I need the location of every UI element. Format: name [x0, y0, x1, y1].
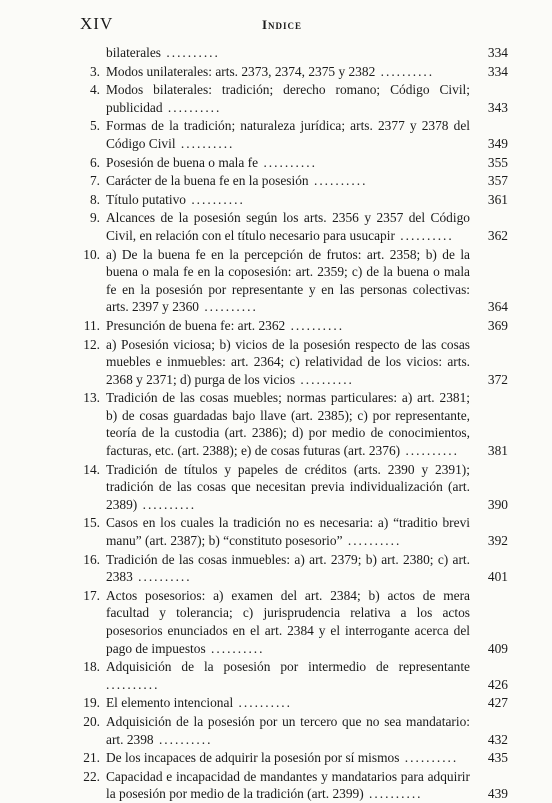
dot-leader: ..........: [132, 569, 192, 585]
entry-page: 381: [487, 443, 508, 459]
dot-leader: ..........: [308, 173, 368, 189]
entry-title: Alcances de la posesión según los arts. 2356 y 2357 del Código Civil, en relación con el título necesario para usucapir: [106, 210, 470, 243]
entry-title: Tradición de las cosas inmuebles: a) art. 2379; b) art. 2380; c) art. 2383: [106, 551, 470, 585]
entry-number: 20.: [83, 713, 100, 729]
entry-title: Adquisición de la posesión por intermedio de representante: [106, 659, 470, 675]
entry-number: 19.: [83, 695, 100, 711]
dot-leader: ..........: [363, 786, 423, 802]
entry-title: Casos en los cuales la tradición no es necesaria: a) “traditio brevi manu” (art. 2387); b) “constituto posesorio”: [106, 515, 470, 549]
entry-page: 427: [487, 695, 508, 711]
toc-entry: [80, 694, 508, 712]
toc-entry: [80, 514, 508, 549]
page-header: [80, 14, 512, 36]
dot-leader: ..........: [295, 371, 354, 387]
toc-entry: [80, 191, 508, 209]
entry-title: Modos unilaterales: arts. 2373, 2374, 2375 y 2382: [106, 63, 376, 79]
entry-page: 409: [487, 640, 508, 656]
dot-leader: ..........: [342, 533, 402, 549]
dot-leader: ..........: [137, 496, 197, 512]
toc-entry: [80, 209, 508, 244]
entry-number: 18.: [83, 659, 100, 675]
toc-entry: [80, 461, 508, 514]
entry-page: 392: [487, 533, 508, 549]
entry-number: 9.: [89, 210, 100, 226]
entry-number: 8.: [89, 191, 100, 207]
dot-leader: ..........: [258, 154, 317, 170]
entry-title: El elemento intencional: [106, 695, 234, 711]
entry-number: 12.: [83, 336, 100, 352]
toc-entry: [80, 81, 508, 116]
entry-number: 6.: [89, 154, 100, 170]
toc-entry: [80, 768, 508, 803]
entry-title: Título putativo: [106, 191, 186, 207]
dot-leader: ..........: [375, 63, 435, 79]
entry-number: 14.: [83, 461, 100, 477]
entry-title: Formas de la tradición; naturaleza jurídica; arts. 2377 y 2378 del Código Civil: [106, 118, 470, 151]
dot-leader: ..........: [175, 135, 235, 151]
dot-leader: ..........: [198, 299, 258, 315]
toc-entry: [80, 713, 508, 748]
dot-leader: ..........: [153, 731, 213, 747]
entry-title: bilaterales: [106, 45, 162, 60]
entry-number: 7.: [89, 173, 100, 189]
entry-number: 13.: [83, 390, 100, 406]
dot-leader: ..........: [399, 750, 459, 766]
toc-entry: [80, 317, 508, 335]
entry-title: Adquisición de la posesión por un tercero que no sea mandatario: art. 2398: [106, 713, 470, 747]
toc-entry: [80, 749, 508, 767]
toc-entry: [80, 44, 508, 62]
entry-title: Actos posesorios: a) examen del art. 2384; b) actos de mera facultad y tolerancia; c) jurisprudencia relativa a los actos posesorios enunciados en el art. 2384 y el interrogante acerca del pago de impuestos: [106, 587, 470, 656]
dot-leader: ..........: [205, 640, 265, 656]
entry-title: Tradición de las cosas muebles; normas particulares: a) art. 2381; b) de cosas guardadas bajo llave (art. 2385); c) por representante, teoría de la custodia (art. 2386); d) por medio de conocimientos, facturas, etc. (art. 2388); e) de cosas futuras (art. 2376): [106, 390, 470, 459]
dot-leader: ..........: [185, 191, 245, 207]
toc-entry: [80, 246, 508, 316]
toc-entry: [80, 389, 508, 459]
dot-leader: ..........: [161, 45, 220, 60]
entry-page: 349: [487, 135, 508, 151]
entry-page: 334: [487, 63, 508, 79]
table-of-contents: [80, 44, 508, 803]
entry-page: 355: [487, 154, 508, 170]
entry-title: Tradición de títulos y papeles de créditos (arts. 2390 y 2391); tradición de las cosas que necesitan previa individualización (art. 2389): [106, 461, 470, 512]
entry-page: 369: [487, 317, 508, 333]
entry-title: a) De la buena fe en la percepción de frutos: art. 2358; b) de la buena o mala fe en la coposesión: art. 2359; c) de la buena o mala fe en la posesión por representante y en las personas colectivas: arts. 2397 y 2360: [106, 246, 470, 315]
entry-page: 435: [487, 750, 508, 766]
entry-title: De los incapaces de adquirir la posesión por sí mismos: [106, 750, 400, 766]
entry-number: 21.: [83, 750, 100, 766]
entry-number: 17.: [83, 587, 100, 603]
toc-entry: [80, 154, 508, 172]
entry-page: 390: [487, 496, 508, 512]
dot-leader: ..........: [400, 443, 459, 459]
entry-page: 334: [487, 45, 508, 60]
toc-entry: [80, 117, 508, 152]
dot-leader: ..........: [106, 676, 160, 692]
entry-page: 361: [487, 191, 508, 207]
toc-entry: [80, 172, 508, 190]
toc-entry: [80, 658, 508, 693]
page-title: Indice: [262, 17, 303, 32]
entry-title: a) Posesión viciosa; b) vicios de la posesión respecto de las cosas muebles e inmuebles: art. 2364; c) relatividad de los vicios: arts. 2368 y 2371; d) purga de los vicios: [106, 336, 470, 387]
entry-page: 357: [487, 173, 508, 189]
entry-title: Posesión de buena o mala fe: [106, 154, 259, 170]
page-number: XIV: [80, 14, 114, 33]
entry-page: 426: [487, 676, 508, 692]
entry-number: 4.: [89, 82, 100, 98]
entry-page: 362: [487, 227, 508, 243]
dot-leader: ..........: [162, 99, 222, 115]
toc-entry: [80, 336, 508, 389]
entry-page: 432: [487, 731, 508, 747]
entry-page: 439: [487, 786, 508, 802]
entry-number: 16.: [83, 551, 100, 567]
entry-page: 372: [487, 371, 508, 387]
dot-leader: ..........: [285, 317, 345, 333]
dot-leader: ..........: [233, 695, 292, 711]
entry-number: 10.: [83, 246, 100, 262]
entry-page: 343: [487, 99, 508, 115]
entry-title: Modos bilaterales: tradición; derecho romano; Código Civil; publicidad: [106, 82, 470, 115]
entry-title: Carácter de la buena fe en la posesión: [106, 173, 309, 189]
entry-number: 11.: [83, 317, 100, 333]
entry-number: 3.: [89, 63, 100, 79]
dot-leader: ..........: [394, 227, 454, 243]
entry-page: 364: [487, 299, 508, 315]
entry-number: 15.: [83, 515, 100, 531]
entry-number: 22.: [83, 768, 100, 784]
entry-title: Presunción de buena fe: art. 2362: [106, 317, 286, 333]
toc-entry: [80, 587, 508, 657]
entry-page: 401: [487, 569, 508, 585]
toc-entry: [80, 63, 508, 81]
entry-number: 5.: [89, 118, 100, 134]
entry-title: Capacidad e incapacidad de mandantes y mandatarios para adquirir la posesión por medio de la tradición (art. 2399): [106, 768, 470, 802]
toc-entry: [80, 551, 508, 586]
